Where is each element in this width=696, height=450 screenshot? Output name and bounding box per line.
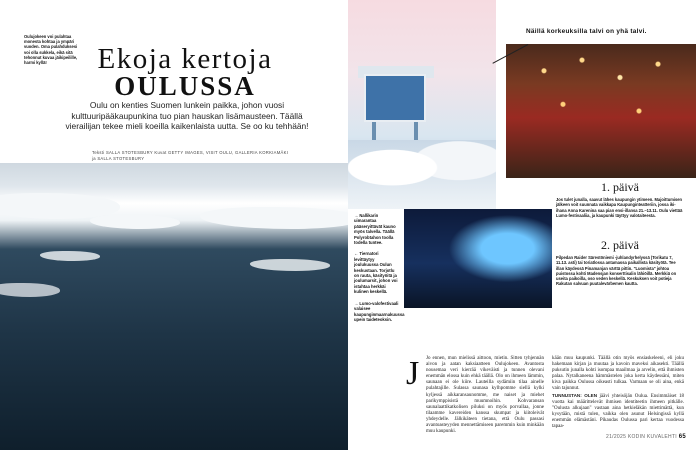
photo-captions bbox=[354, 213, 405, 328]
light-festival-photo bbox=[404, 209, 552, 308]
side-caption: Oulujokeen voi pulahtaa monesta kohtaa ja ympäri vuoden. Oma pulahduksesi voi olla sukkela, eikä sitä tehonnut kuvaa jäikipeilille, harmi kyllä! bbox=[24, 34, 78, 66]
headline-line2: OULUSSA bbox=[114, 71, 256, 101]
christmas-market-photo bbox=[506, 44, 696, 178]
body-column-1: Jo ennen, mun mielissä aittoon, mietin. Sitten tyhjennän aivon ja aatan kaksiaatteen Oulujokeen. Avantosta nousemaa veri kierrää vikeväisti ja tunnen olevani enemmän elossa kuin ehkä täällä. Olo on ihmeen lämmin, saunaan ei ole kiire. Lauteilla sydämiin tilaa ainelle pulahtajille. Sulassa saunasa kylhpomme siellä kylki kyljessä aikkaransaunomme, me naiset ja miehet parikymppisistä muumnoihin. Kohvaransan saunalaattikatkolisen piluksi on myös porvallaa, jonne tilaamme kavereiden kanssa skumpat ja kiitoleivät yhdeydelle. Jälkikäteen tietana, että Oulu passasi avantoasteyyden mennettämiseen paremmin kuin minkään muu kaupunki. bbox=[426, 356, 544, 435]
byline-credit: Teksti SALLA STOTESBURY Kuvat GETTY IMAGES, VISIT OULU, GALLERIA KORKIAMÄKI ja SALLA STOTESBURY bbox=[92, 150, 289, 161]
day1-box bbox=[556, 180, 684, 218]
subhead-label: TUNNUSTAN: OLEN bbox=[552, 392, 598, 398]
body-column-2b-text: jäävi yhteisöjän Oulua. Ensimmäiset 18 vuotta kai määrittelevät ihmisen identiteetin ihmeen pitkälle. "Oulusta alkujaan" vastaan aina hetkieläkän miettimättä, kun kysytään, mistä tulen, vaikka olen asunut Helsingissä kyllä enemmän elämästäni. Pikaudas Oulussa pari kertaa vuodessa tapaa- bbox=[552, 393, 684, 430]
day1-title: 1. päivä bbox=[601, 180, 639, 194]
body-column-2-text: kään muu kaupunki. Täällä otin myös ensiaskeleeni, eli joku hakemaan kirjan ja muutaa ja kavoin maveksi aikasekti. Täällä puksutin junalla kohti isompaa maailmaa ja arvelin, että ihmisten palaa. Nytalkaneena hämmästelen joka kerta käydessäni, miten kiva paikka Oulussa oikeasti tulkaa. Varmaan se oli aina, enkä vain tajunnut. bbox=[552, 356, 684, 392]
page-footer bbox=[606, 434, 686, 440]
body-column-2 bbox=[552, 356, 684, 430]
day2-text: Pilpedan Raider Särestöniemi -juhlandyrhelyssä (Torikatu 7, 11.13. asti) tai toriatlossa antamassa paikallista käsityötä. Tee illan käydessä Pinamanjan värttä pittin. "Luomista" johtoa puistossa kohti Madensjan konserttisalin lähiöillä. Merkkiä on useita paikoilla, oso veden keskellä. Keskuksen voit potieja Rakutan salvuan puutalevärbemen kautta. bbox=[556, 255, 677, 287]
headline-line1: Ekoja kertoja bbox=[97, 43, 273, 75]
caption-beach: → Nallikarin uimarantaa pääseryittävät kauno myös talvella. Täällä Polyrobtahon toolla todella tuntee. bbox=[354, 213, 396, 246]
day2-title: 2. päivä bbox=[601, 238, 639, 252]
day1-text: Jos tulet junalla, saavut lähes kaupungin ytimeen. Majoittumisen jälkeen voit suunnata vaikkapa Kaupunginteatteriin, jossa iki-ihana Anna Karenina saa pian ensi-illansa 21.–13.11. Oulu viettää Lumo-festivaaliia, ja kaupunki täyttyy valotaiteesta. bbox=[556, 197, 683, 218]
top-caption: Näillä korkeuksilla talvi on yhä talvi. bbox=[526, 28, 647, 35]
ice-swimmer-photo bbox=[0, 163, 348, 450]
right-page bbox=[348, 0, 696, 450]
caption-lumo: → Lumo-valofestivaali valaisee kaupunginmaarnakuussa upein taideteoksin. bbox=[354, 300, 405, 322]
drop-cap: J bbox=[406, 355, 420, 392]
day2-box bbox=[556, 238, 684, 287]
page-number: 65 bbox=[678, 434, 686, 440]
footer-issue: 21/2025 KODIN KUVALEHTI bbox=[606, 434, 678, 440]
lead-paragraph: Oulu on kenties Suomen lunkein paikka, johon vuosi kulttuuripääkaupunkina tuo pian hauskan lisämausteen. Täällä vierailijan tekee mieli koeilla kaikenlaista uutta. Se oo ku tehhään! bbox=[65, 100, 309, 132]
lifeguard-tower-photo bbox=[348, 0, 496, 209]
caption-market: ← Tiernatori levittäytyy joulukuussa Oulun keskustaan. Torjotlu on rauta, käsityöitä ja joulumarsit, johon voi istahtaa herkkäi kulinen keskellä. bbox=[354, 251, 398, 295]
